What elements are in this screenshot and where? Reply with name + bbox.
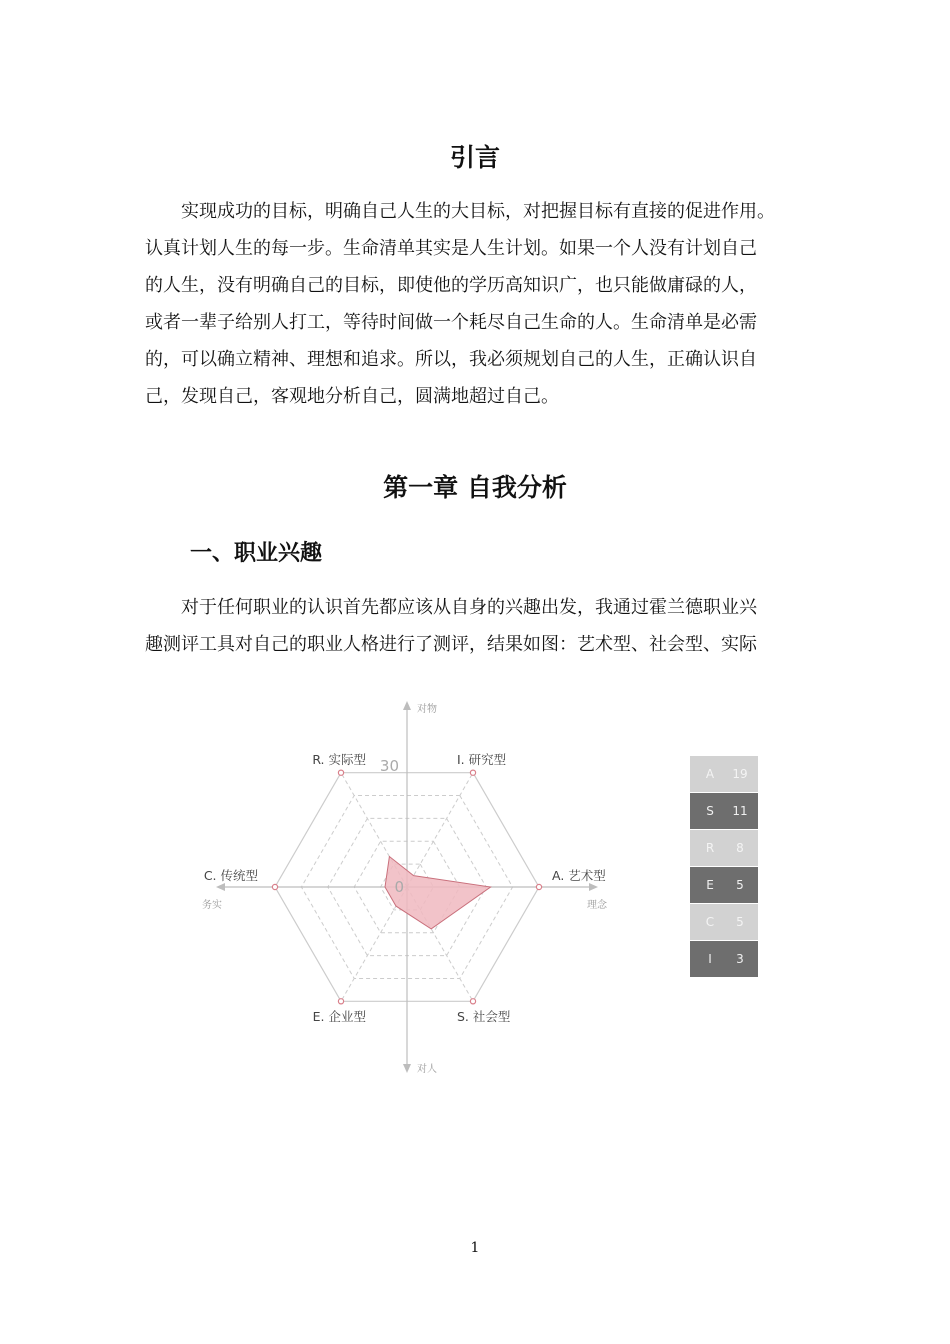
score-code: A (705, 767, 715, 781)
radar-axis-label: R. 实际型 (312, 752, 366, 767)
score-value: 11 (732, 804, 748, 818)
score-row (690, 941, 758, 977)
radar-axis-label: A. 艺术型 (552, 868, 606, 883)
interest-paragraph (145, 589, 810, 663)
score-row (690, 904, 758, 940)
interest-line: 趣测评工具对自己的职业人格进行了测评，结果如图：艺术型、社会型、实际 (145, 634, 757, 655)
arrow-up-icon (403, 701, 411, 710)
intro-line: 实现成功的目标，明确自己人生的大目标，对把握目标有直接的促进作用。 (181, 201, 775, 222)
score-value: 5 (736, 915, 744, 929)
radar-spoke (407, 773, 473, 887)
scale-max-label: 30 (379, 757, 399, 775)
intro-heading: 引言 (449, 143, 500, 172)
radar-axis-label: C. 传统型 (203, 868, 258, 883)
score-value: 3 (736, 952, 744, 966)
score-code: R (705, 841, 715, 855)
direction-label-bottom: 对人 (417, 1064, 437, 1075)
section-heading: 一、职业兴趣 (190, 540, 323, 566)
score-value: 19 (732, 767, 748, 781)
holland-radar-chart (190, 695, 630, 1085)
intro-line: 己，发现自己，客观地分析自己，圆满地超过自己。 (145, 386, 559, 407)
radar-vertex-marker (338, 770, 343, 775)
radar-vertex-marker (338, 999, 343, 1004)
page-number: 1 (470, 1240, 480, 1256)
score-row (690, 756, 758, 792)
intro-line: 的人生，没有明确自己的目标，即使他的学历高知识广，也只能做庸碌的人， (145, 275, 757, 296)
intro-line: 认真计划人生的每一步。生命清单其实是人生计划。如果一个人没有计划自己 (145, 238, 757, 259)
score-code: S (706, 804, 714, 818)
score-row (690, 793, 758, 829)
arrow-down-icon (403, 1064, 411, 1073)
score-value: 5 (736, 878, 744, 892)
radar-vertex-marker (536, 884, 541, 889)
direction-label-left: 务实 (202, 900, 222, 911)
radar-vertex-marker (470, 770, 475, 775)
radar-vertex-marker (272, 884, 277, 889)
score-code: I (708, 952, 712, 966)
radar-axis-label: I. 研究型 (457, 752, 507, 767)
scale-min-label: 0 (394, 878, 404, 896)
direction-label-right: 理念 (587, 900, 607, 911)
arrow-left-icon (216, 883, 225, 891)
score-table (690, 756, 758, 978)
radar-axis-label: E. 企业型 (312, 1009, 366, 1024)
intro-line: 的，可以确立精神、理想和追求。所以，我必须规划自己的人生，正确认识自 (145, 349, 757, 370)
arrow-right-icon (589, 883, 598, 891)
score-code: E (706, 878, 714, 892)
radar-axis-label: S. 社会型 (457, 1009, 511, 1024)
score-row (690, 867, 758, 903)
score-row (690, 830, 758, 866)
intro-line: 或者一辈子给别人打工，等待时间做一个耗尽自己生命的人。生命清单是必需 (145, 312, 757, 333)
intro-paragraph (145, 193, 810, 415)
score-code: C (705, 915, 715, 929)
chapter-heading: 第一章 自我分析 (383, 473, 567, 502)
direction-label-top: 对物 (417, 704, 437, 715)
score-value: 8 (736, 841, 744, 855)
radar-vertex-marker (470, 999, 475, 1004)
interest-line: 对于任何职业的认识首先都应该从自身的兴趣出发，我通过霍兰德职业兴 (181, 597, 757, 618)
